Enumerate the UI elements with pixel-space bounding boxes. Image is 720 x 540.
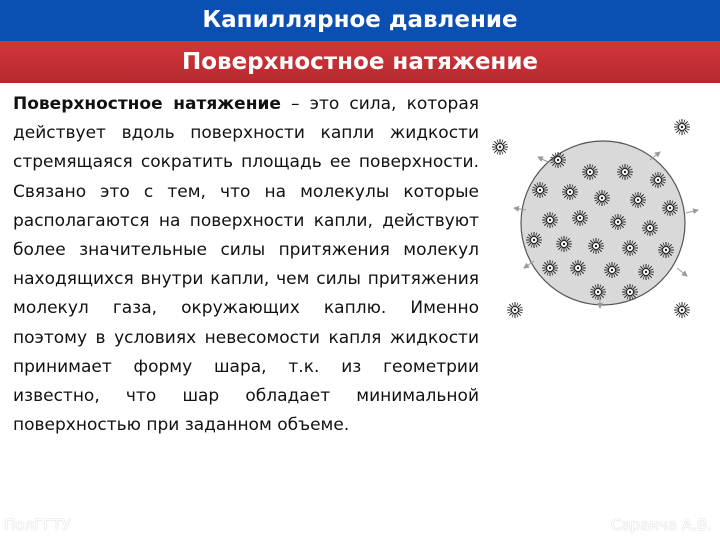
term-bold: Поверхностное натяжение [13,94,281,114]
footer-author: Саранча А.В. [610,516,712,534]
slide-title: Капиллярное давление [202,7,518,33]
footer-university: ПолГГТУ [4,516,71,534]
slide-subtitle: Поверхностное натяжение [181,49,539,75]
body-paragraph [13,90,479,440]
definition-text: – это сила, которая действует вдоль поверхности капли жидкости стремящаяся сократить площадь ее поверхности. Связано это с тем, что на молекулы которые располагаются на поверхности капли, действуют более значительные силы притяжения молекул находящихся внутри капли, чем силы притяжения молекул газа, окружающих каплю. Именно поэтому в условиях невесомости капля жидкости принимает форму шара, т.к. из геометрии известно, что шар обладает минимальной поверхностью при заданном объеме. [13,94,479,436]
drop-diagram [490,100,720,340]
drop-circle [521,141,685,305]
